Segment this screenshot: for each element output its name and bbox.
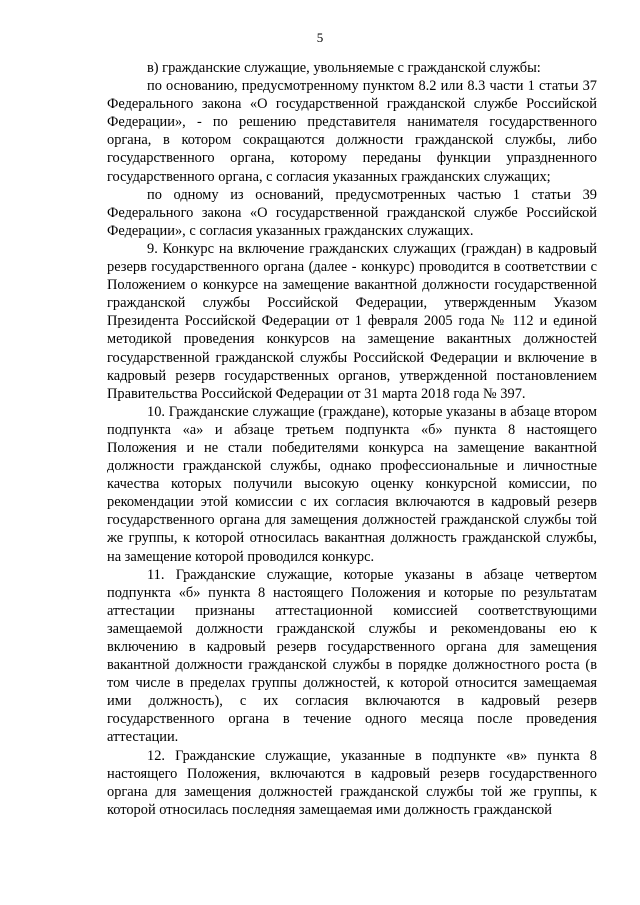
paragraph-item-11: 11. Гражданские служащие, которые указаны в абзаце четвертом подпункта «б» пункта 8 настоящего Положения и которые по результатам аттестации признаны аттестационной комиссией соответствующими замещаемой должности гражданской службы и рекомендованы ею к включению в кадровый резерв государственного органа для замещения вакантной должности гражданской службы в порядке должностного роста (в том числе в пределах группы должностей, к которой относится замещаемая ими должность), с их согласия включаются в кадровый резерв государственного органа в течение одного месяца после проведения аттестации.: [107, 566, 597, 746]
paragraph-item-10: 10. Гражданские служащие (граждане), которые указаны в абзаце втором подпункта «а» и абзаце третьем подпункта «б» пункта 8 настоящего Положения и не стали победителями конкурса на замещение вакантной должности гражданской службы, однако профессиональные и личностные качества которых получили высокую оценку конкурсной комиссии, по рекомендации этой комиссии с их согласия включаются в кадровый резерв государственного органа для замещения должностей гражданской службы той же группы, к которой относилась вакантная должность гражданской службы, на замещение которой проводился конкурс.: [107, 403, 597, 565]
paragraph-basis-8-2-8-3: по основанию, предусмотренному пунктом 8.2 или 8.3 части 1 статьи 37 Федерального закона «О государственной гражданской службе Российской Федерации», - по решению представителя нанимателя государственного органа, в котором сокращаются должности гражданской службы, либо государственного органа, которому переданы функции упраздненного государственного органа, с согласия указанных гражданских служащих;: [107, 78, 597, 185]
paragraph-subitem-v: в) гражданские служащие, увольняемые с гражданской службы:: [147, 60, 541, 76]
page-number: 5: [316, 30, 324, 45]
paragraph-item-12: 12. Гражданские служащие, указанные в подпункте «в» пункта 8 настоящего Положения, включаются в кадровый резерв государственного органа для замещения должностей гражданской службы той же группы, к которой относилась последняя замещаемая ими должность гражданской: [107, 747, 597, 818]
paragraph-item-9: 9. Конкурс на включение гражданских служащих (граждан) в кадровый резерв государственного органа (далее - конкурс) проводится в соответствии с Положением о конкурсе на замещение вакантной должности государственной гражданской службы Российской Федерации, утвержденным Указом Президента Российской Федерации от 1 февраля 2005 года № 112 и единой методикой проведения конкурсов на замещение вакантных должностей государственной гражданской службы Российской Федерации и включение в кадровый резерв государственных органов, утвержденной постановлением Правительства Российской Федерации от 31 марта 2018 года № 397.: [107, 240, 597, 402]
paragraph-basis-article-39: по одному из оснований, предусмотренных частью 1 статьи 39 Федерального закона «О государственной гражданской службе Российской Федерации», с согласия указанных гражданских служащих.: [107, 186, 597, 239]
document-body: [107, 59, 597, 819]
